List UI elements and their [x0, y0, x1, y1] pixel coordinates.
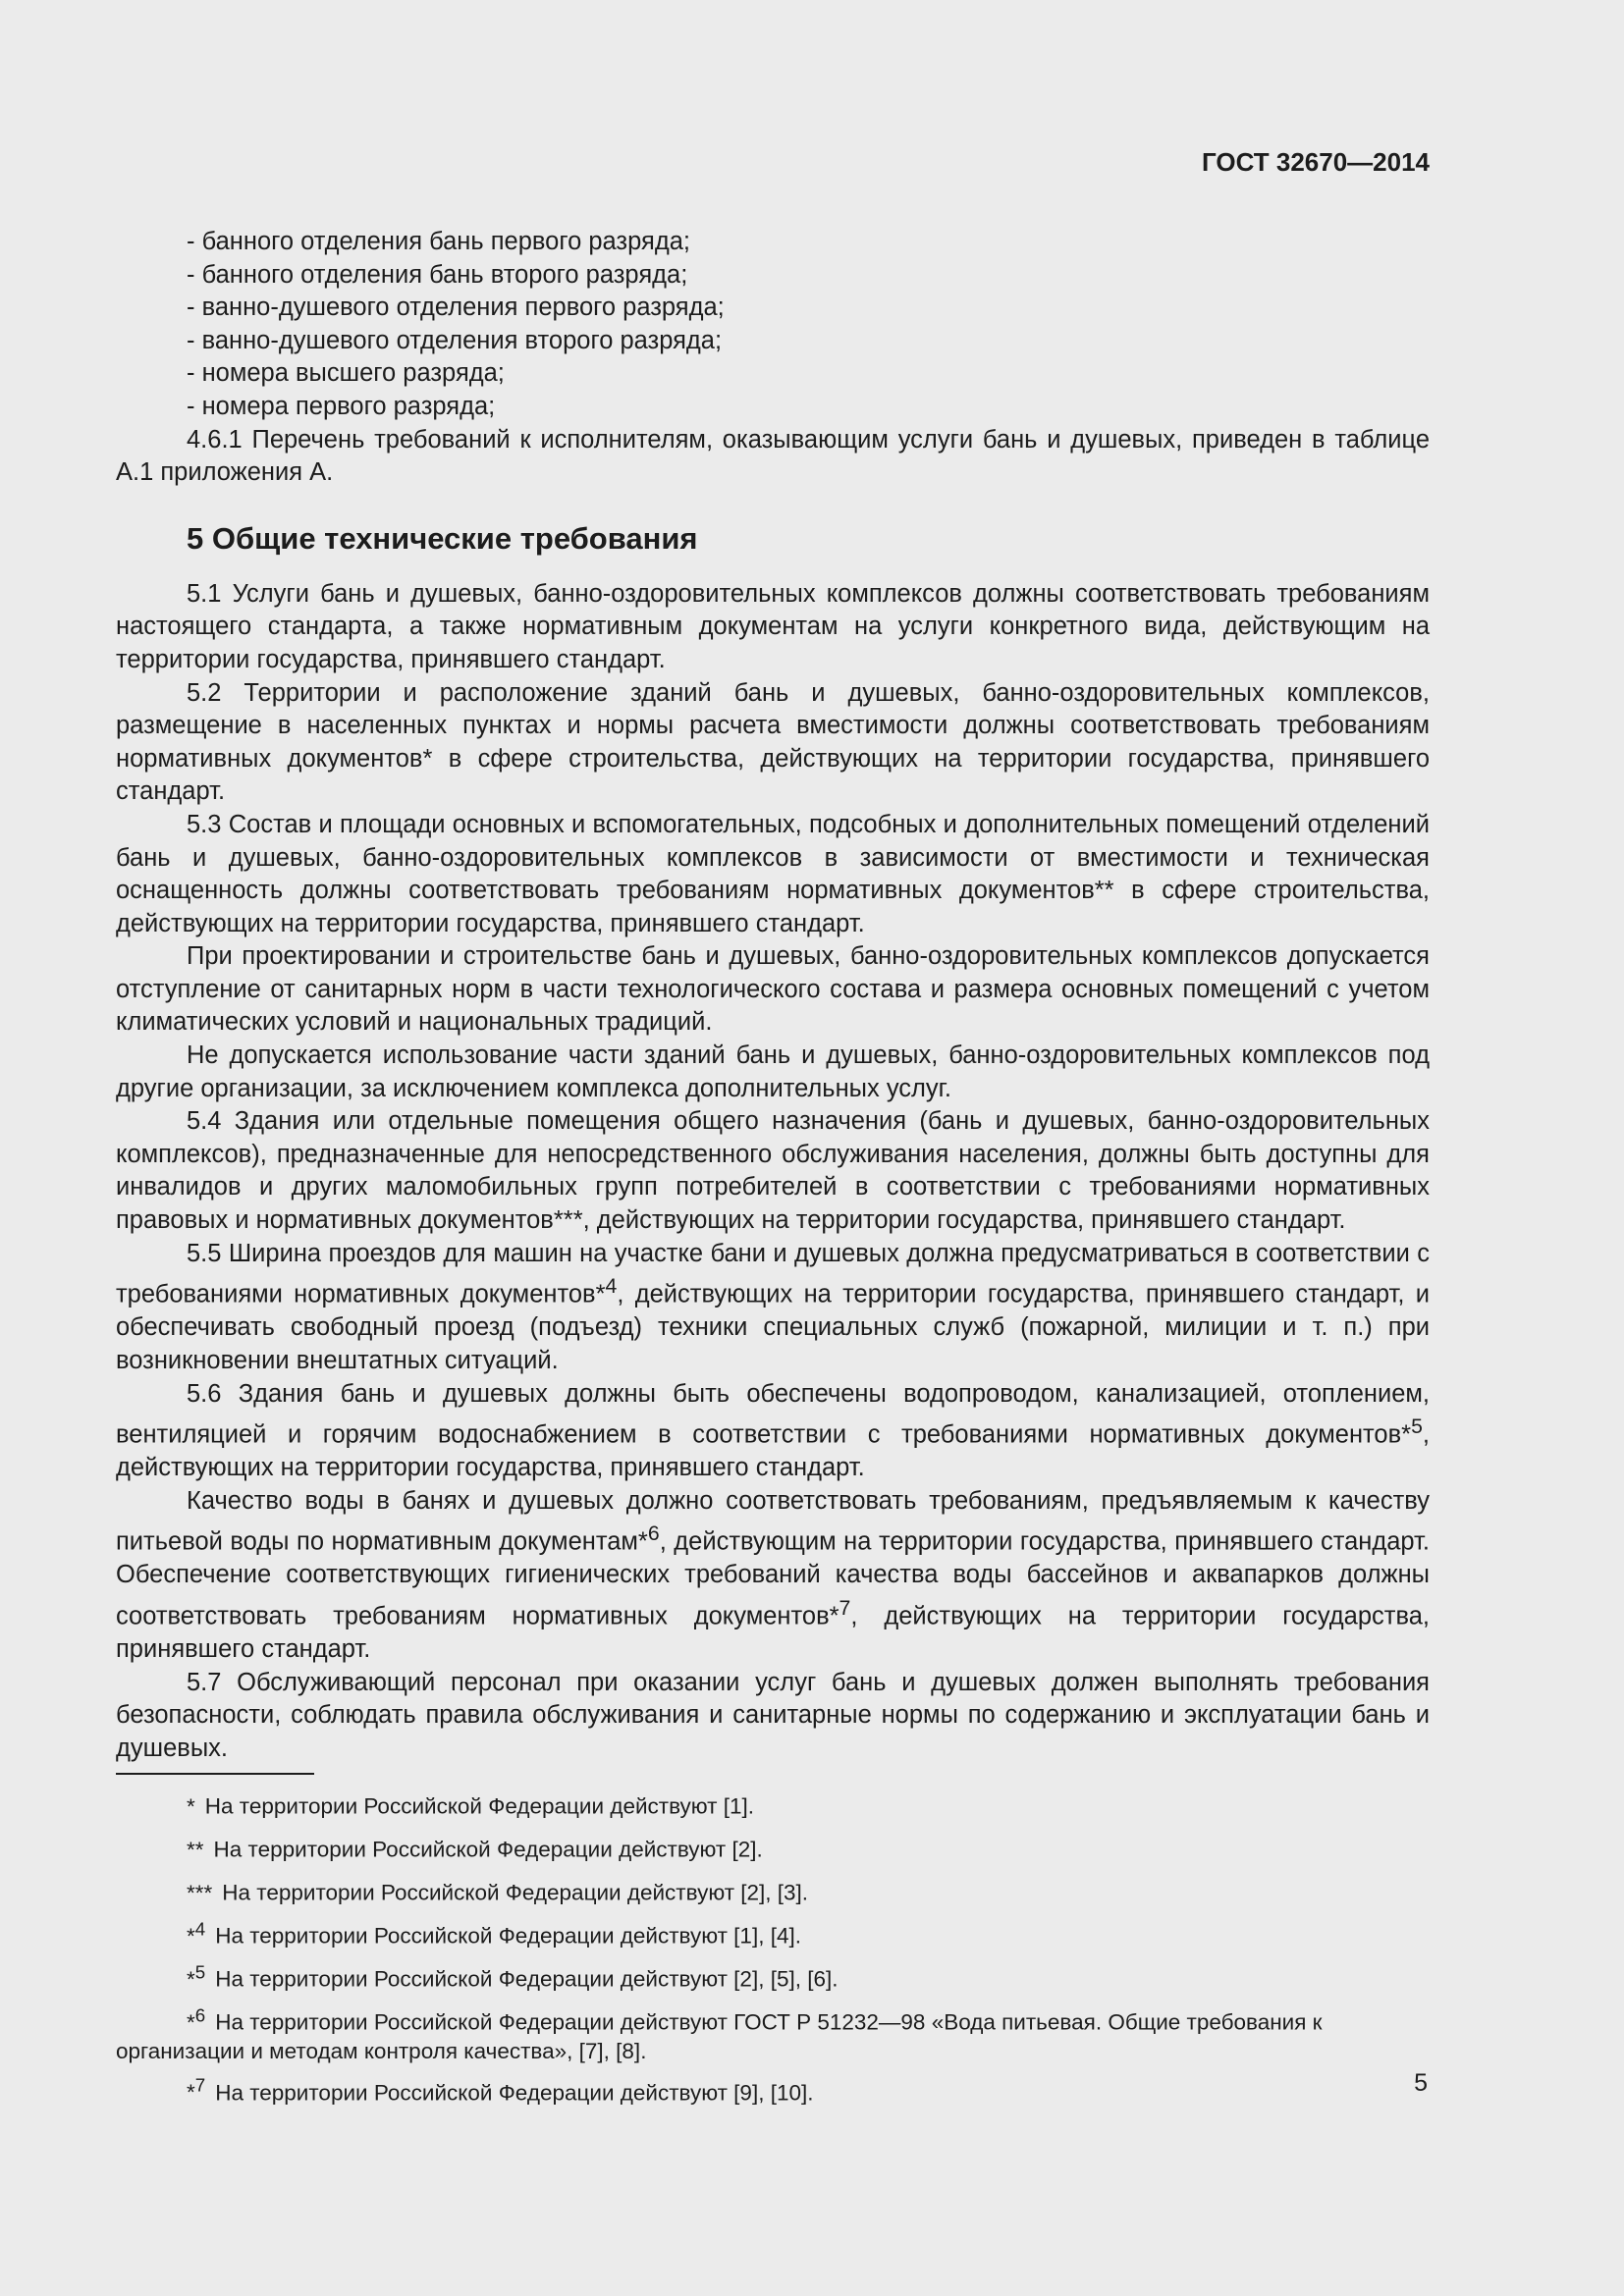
paragraph-5-7: 5.7 Обслуживающий персонал при оказании услуг бань и душевых должен выполнять требования безопасности, соблюдать правила обслуживания и санитарные нормы по содержанию и эксплуатации бань и душевых. [116, 1668, 1430, 1762]
footnotes [116, 1785, 1430, 2114]
paragraph-5-4: 5.4 Здания или отдельные помещения общего назначения (бань и душевых, банно-оздоровительных комплексов), предназначенные для непосредственного обслуживания населения, должны быть доступны для инвалидов и других маломобильных групп потребителей в соответствии с требованиями нормативных правовых и нормативных документов***, действующих на территории государства, принявшего стандарт. [116, 1107, 1430, 1235]
footnote-ref: 7 [839, 1596, 851, 1621]
page-number: 5 [1414, 2069, 1428, 2097]
document-header: ГОСТ 32670—2014 [1202, 147, 1430, 177]
footnote: * На территории Российской Федерации действуют [1]. [187, 1793, 755, 1819]
paragraph-5-5: 5.5 Ширина проездов для машин на участке бани и душевых должна предусматриваться в соответствии с требованиями нормативных документов*$^4$, действующих на территории государства, принявшего стандарт, и обеспечивать свободный проезд (подъезд) техники специальных служб (пожарной, милиции и т. п.) при возникновении внештатных ситуаций. [116, 1239, 1430, 1374]
list-item: - банного отделения бань первого разряда; [187, 228, 690, 255]
footnote: *** На территории Российской Федерации действуют [2], [3]. [187, 1880, 809, 1905]
footnote: ** На территории Российской Федерации действуют [2]. [187, 1837, 763, 1862]
footnote: *$^5$ На территории Российской Федерации действуют [2], [5], [6]. [187, 1961, 839, 1992]
paragraph-5-6-water: Качество воды в банях и душевых должно соответствовать требованиям, предъявляемым к качеству питьевой воды по нормативным документам*$^6$, действующим на территории государства, принявшего стандарт. Обеспечение соответствующих гигиенических требований качества воды бассейнов и аквапарков должны соответствовать требованиям нормативных документов*$^7$, действующих на территории государства, принявшего стандарт. [116, 1486, 1430, 1664]
footnote-ref: 4 [605, 1274, 618, 1299]
footnote: *$^4$ На территории Российской Федерации действуют [1], [4]. [187, 1918, 801, 1949]
footnote-ref: 5 [1411, 1415, 1423, 1439]
paragraph-5-6: 5.6 Здания бань и душевых должны быть обеспечены водопроводом, канализацией, отоплением, вентиляцией и горячим водоснабжением в соответствии с требованиями нормативных документов*$^5$, действующих на территории государства, принявшего стандарт. [116, 1379, 1430, 1482]
list-item: - банного отделения бань второго разряда; [187, 260, 688, 289]
paragraph-5-3-restriction: Не допускается использование части зданий бань и душевых, банно-оздоровительных комплексов под другие организации, за исключением комплекса дополнительных услуг. [116, 1041, 1430, 1102]
section-5-heading: 5 Общие технические требования [187, 520, 698, 556]
paragraph-5-3-design: При проектировании и строительстве бань и душевых, банно-оздоровительных комплексов допускается отступление от санитарных норм в части технологического состава и размера основных помещений с учетом климатических условий и национальных традиций. [116, 942, 1430, 1037]
list-item: - ванно-душевого отделения второго разряда; [187, 326, 723, 354]
footnote: *$^7$ На территории Российской Федерации действуют [9], [10]. [187, 2074, 814, 2105]
paragraph-4-6-1: 4.6.1 Перечень требований к исполнителям, оказывающим услуги бань и душевых, приведен в таблице А.1 приложения А. [116, 425, 1430, 487]
paragraph-5-2: 5.2 Территории и расположение зданий бань и душевых, банно-оздоровительных комплексов, размещение в населенных пунктах и нормы расчета вместимости должны соответствовать требованиям нормативных документов* в сфере строительства, действующих на территории государства, принявшего стандарт. [116, 678, 1430, 806]
paragraph-5-1: 5.1 Услуги бань и душевых, банно-оздоровительных комплексов должны соответствовать требованиям настоящего стандарта, а также нормативным документам на услуги конкретного вида, действующим на территории государства, принявшего стандарт. [116, 579, 1430, 673]
footnote: *$^6$ На территории Российской Федерации действуют ГОСТ Р 51232—98 «Вода питьевая. Общие требования к организации и методам контроля качества», [7], [8]. [116, 2004, 1323, 2063]
list-item: - номера первого разряда; [187, 392, 496, 420]
paragraph-5-3: 5.3 Состав и площади основных и вспомогательных, подсобных и дополнительных помещений отделений бань и душевых, банно-оздоровительных комплексов в зависимости от вместимости и техническая оснащенность должны соответствовать требованиям нормативных документов** в сфере строительства, действующих на территории государства, принявшего стандарт. [116, 810, 1430, 937]
document-body [116, 226, 1430, 1766]
footnote-separator [116, 1773, 314, 1775]
list-item: - номера высшего разряда; [187, 359, 505, 388]
footnote-ref: 6 [647, 1522, 660, 1546]
list-item: - ванно-душевого отделения первого разряда; [187, 294, 725, 322]
